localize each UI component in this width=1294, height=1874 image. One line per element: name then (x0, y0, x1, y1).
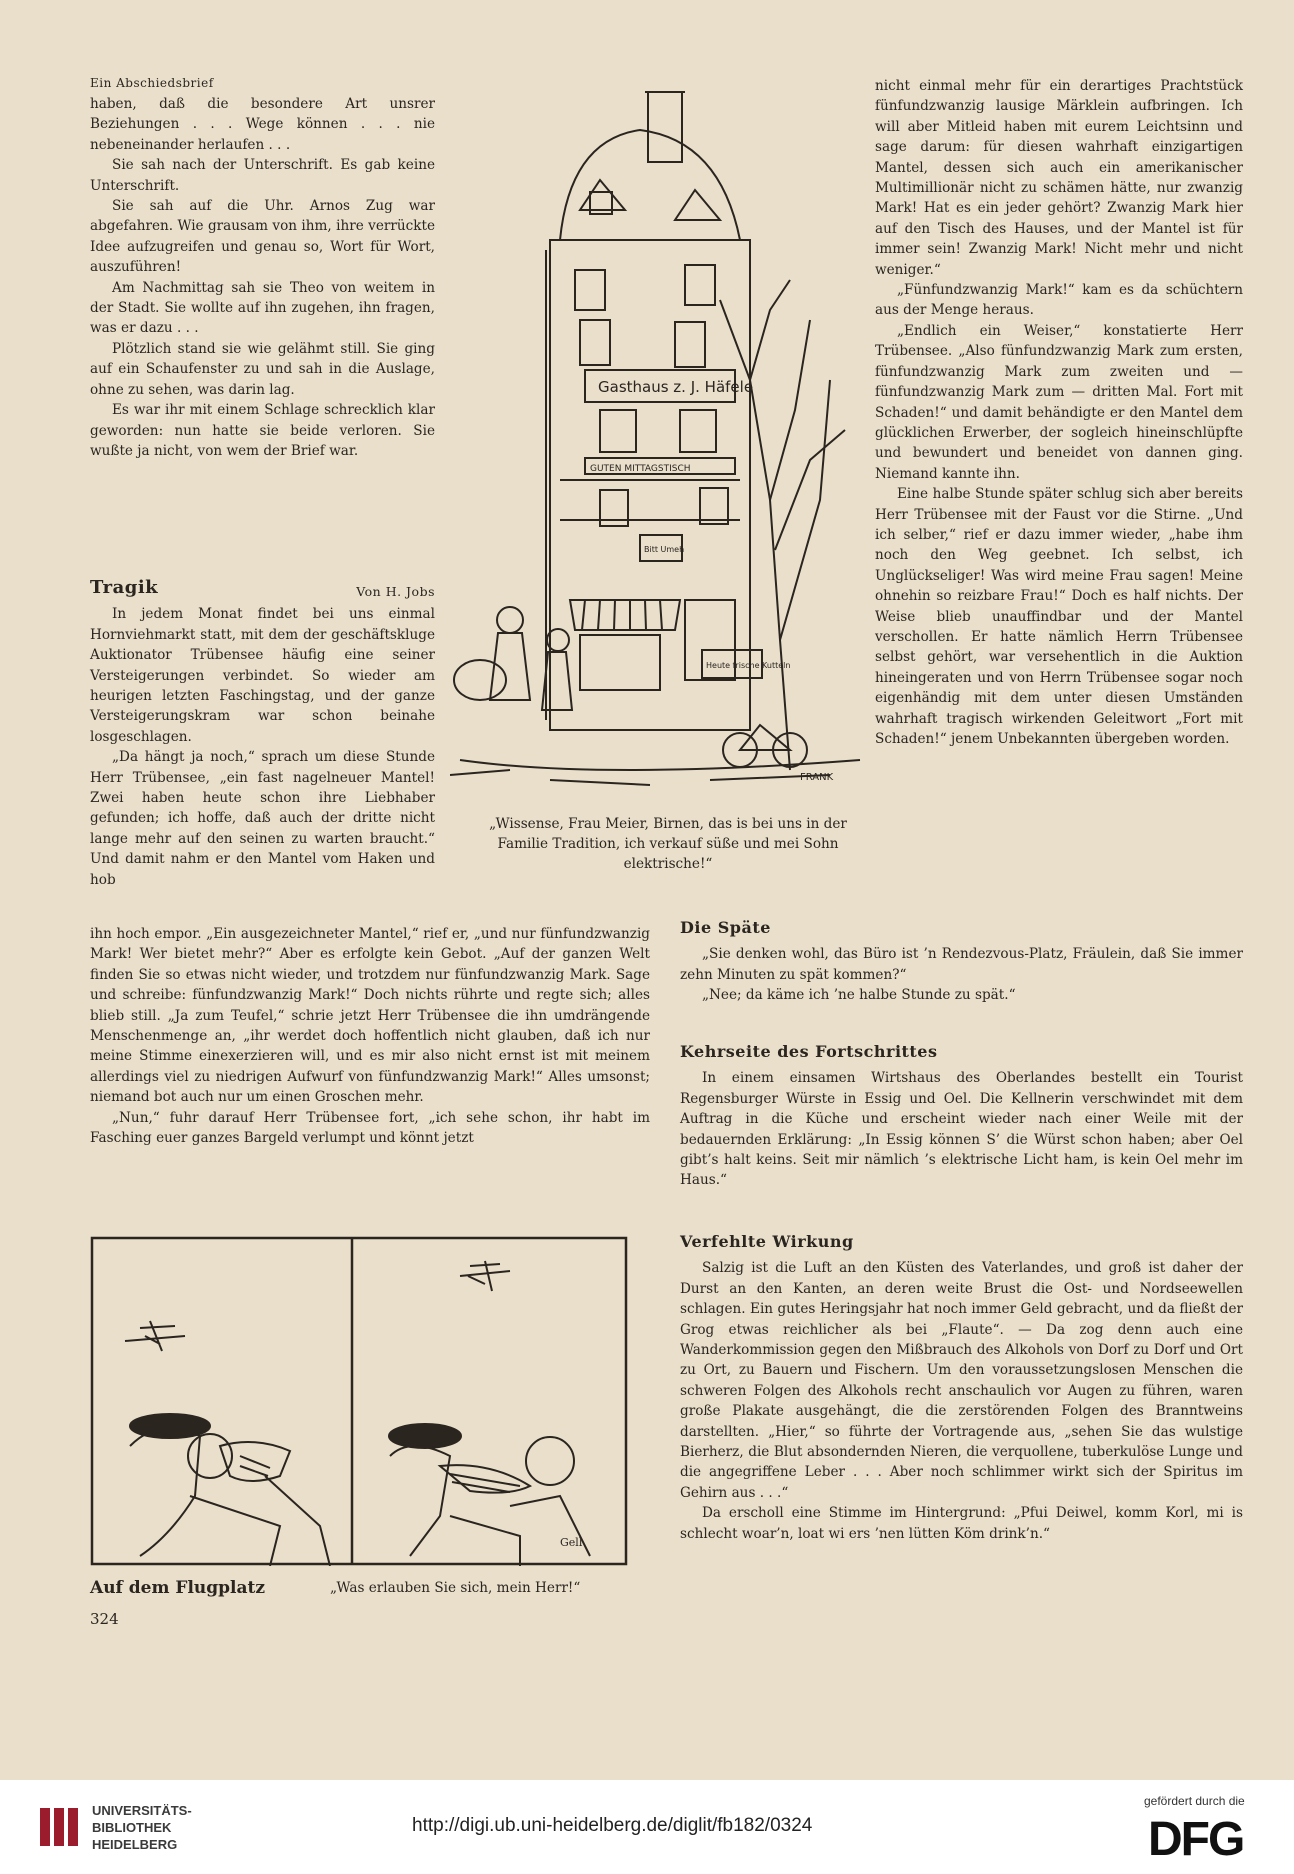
tragik-byline: Von H. Jobs (356, 584, 435, 599)
illustrator-signature: FRANK (800, 772, 834, 783)
article-title: Kehrseite des Fortschrittes (680, 1042, 938, 1061)
library-line-3: HEIDELBERG (92, 1837, 178, 1852)
paragraph: In jedem Monat findet bei uns einmal Hornviehmarkt statt, mit dem der geschäftskluge Auktionator Trübensee häufig eine seiner Versteigerungen verbindet. So wieder am heurigen letzten Faschingstag, und der ganze Versteigerungskram war schon beinahe losgeschlagen. (90, 606, 435, 745)
library-line-2: BIBLIOTHEK (92, 1820, 172, 1835)
house-sign-lunch: GUTEN MITTAGSTISCH (590, 464, 691, 474)
house-sign-door: Bitt Umeh (644, 545, 685, 554)
page-number: 324 (90, 1610, 119, 1628)
article-title (90, 578, 435, 598)
paragraph: Da erscholl eine Stimme im Hintergrund: „Pfui Deiwel, komm Korl, mi is schlecht woar’n, loat wi ers ’nen lütten Köm drink’n.“ (680, 1505, 1243, 1542)
house-caption: „Wissense, Frau Meier, Birnen, das is bei uns in der Familie Tradition, ich verkauf süße und mei Sohn elektrische!“ (489, 816, 847, 872)
funded-by-label: gefördert durch die (1144, 1794, 1245, 1808)
kehrseite-article (680, 1042, 1243, 1191)
article-title: Die Späte (680, 918, 771, 937)
tragik-article (90, 578, 435, 890)
digital-url-link[interactable]: http://digi.ub.uni-heidelberg.de/diglit/fb182/0324 (412, 1815, 813, 1836)
paragraph: „Nee; da käme ich ’ne halbe Stunde zu spät.“ (702, 987, 1016, 1004)
paragraph: „Nun,“ fuhr darauf Herr Trübensee fort, „ich sehe schon, ihr habt im Fasching euer ganzes Bargeld verlumpt und könnt jetzt (90, 1109, 650, 1147)
paragraph: „Da hängt ja noch,“ sprach um diese Stunde Herr Trübensee, „ein fast nagelneuer Mantel! Zwei haben heute schon ihre Liebhaber gefunden; ich hoffe, daß auch der dritte nicht lange mehr auf den seinen zu warten braucht.“ Und damit nahm er den Mantel vom Haken und hob (90, 749, 435, 888)
paragraph: ihn hoch empor. „Ein ausgezeichneter Mantel,“ rief er, „und nur fünfundzwanzig Mark! Wer bietet mehr?“ Aber es erfolgte kein Gebot. „Auf der ganzen Welt finden Sie so etwas nicht wieder, und trotzdem nur fünfundzwanzig Mark. Sage und schreibe: fünfundzwanzig Mark!“ Doch nichts rührte und regte sich; alles blieb still. „Ja zum Teufel,“ schrie jetzt Herr Trübensee die ihn umdrängende Menschenmenge an, „ihr werdet doch hoffentlich nicht glauben, daß ich nur meine Stimme einexerzieren will, und es mir also nicht ernst ist mit meinem allerdings viel zu niedrigen Aufwurf von fünfundzwanzig Mark!“ Alles umsonst; niemand bot auch nur um einen Groschen mehr. (90, 926, 650, 1106)
paragraph: In einem einsamen Wirtshaus des Oberlandes bestellt ein Tourist Regensburger Würste in Essig und Oel. Die Kellnerin verschwindet mit dem Auftrag in die Küche und erscheint wieder nach einer Weile mit der bedauernden Erklärung: „In Essig können S’ die Würst schon haben; aber Oel gibt’s halt keins. Seit mir nämlich ’s elektrische Licht ham, is kein Oel mehr im Haus.“ (680, 1070, 1243, 1189)
verfehlte-article (680, 1232, 1243, 1544)
die-spaete-article (680, 918, 1243, 1006)
left-column-story-end (90, 94, 435, 461)
paragraph: nicht einmal mehr für ein derartiges Prachtstück fünfundzwanzig lausige Märklein aufbringen. Ich will aber Mitleid haben mit eurem Leichtsinn und sage darum: für diesen wahrhaft einzigartigen Mantel, dessen sich auch ein amerikanischer Multimillionär nicht zu schämen hätte, nur zwanzig Mark! Hat es ein jeder gehört? Zwanzig Mark hier auf den Tisch des Hauses, und der Mantel ist für immer sein! Zwanzig Mark! Nicht mehr und nicht weniger.“ (875, 78, 1243, 278)
house-sign-kutteln: Heute frische Kutteln (706, 661, 791, 670)
library-name (92, 1802, 192, 1853)
comic-caption: „Was erlauben Sie sich, mein Herr!“ (330, 1580, 581, 1596)
paragraph: Salzig ist die Luft an den Küsten des Vaterlandes, und groß ist daher der Durst an den Kanten, an deren weite Brust die Ost- und Nordseewellen schlagen. Ein gutes Heringsjahr hat noch immer Geld gebracht, und da fließt der Grog etwas reichlicher als bei „Flaute“. — Da zog denn auch eine Wanderkommission gegen den Mißbrauch des Alkohols von Dorf zu Dorf und Ort zu Ort, zu Bauern und Fischern. Um den voraussetzungslosen Menschen die schweren Folgen des Alkohols recht anschaulich vor Augen zu führen, waren große Plakate ausgehängt, die die zerstörenden Folgen des Branntweins darstellten. „Hier,“ so führte der Vortragende aus, „sehen Sie das wulstige Bierherz, die Blut absondernden Nieren, die verquollene, tuberkulöse Lunge und die angegriffene Leber . . . Aber noch schlimmer wirkt sich der Spiritus im Gehirn aus . . .“ (680, 1260, 1243, 1501)
comic-strip (90, 1236, 628, 1566)
paragraph: Am Nachmittag sah sie Theo von weitem in der Stadt. Sie wollte auf ihn zugehen, ihn fragen, was er dazu . . . (90, 279, 435, 337)
paragraph: Sie sah nach der Unterschrift. Es gab keine Unterschrift. (90, 157, 435, 194)
house-sign-main: Gasthaus z. J. Häfele (598, 378, 754, 396)
running-head: Ein Abschiedsbrief (90, 76, 214, 90)
comic-signature: Gell (560, 1536, 583, 1549)
paragraph: Es war ihr mit einem Schlage schrecklich klar geworden: nun hatte sie beide verloren. Sie wußte ja nicht, von wem der Brief war. (90, 402, 435, 459)
right-column-tragik (875, 76, 1243, 749)
paragraph: haben, daß die besondere Art unsrer Beziehungen . . . Wege können . . . nie nebeneinander herlaufen . . . (90, 96, 435, 153)
paragraph: „Sie denken wohl, das Büro ist ’n Rendezvous-Platz, Fräulein, daß Sie immer zehn Minuten zu spät kommen?“ (680, 946, 1243, 983)
dfg-logo: DFG (1148, 1813, 1244, 1866)
paragraph: Sie sah auf die Uhr. Arnos Zug war abgefahren. Wie grausam von ihm, ihre verrückte Idee aufzugreifen und genau so, Wort für Wort, auszuführen! (90, 198, 435, 276)
tragik-title: Tragik (90, 577, 159, 598)
paragraph: „Endlich ein Weiser,“ konstatierte Herr Trübensee. „Also fünfundzwanzig Mark zum ersten, fünfundzwanzig Mark zum zweiten und — fünfundzwanzig Mark zum — dritten Mal. Fort mit Schaden!“ und damit behändigte er den Mantel dem glücklichen Erwerber, der sogleich hineinschlüpfte und bewundert und beneidet von dannen ging. Niemand kannte ihn. (875, 322, 1243, 482)
tragik-continuation (90, 924, 650, 1148)
library-line-1: UNIVERSITÄTS- (92, 1803, 192, 1818)
paragraph: Eine halbe Stunde später schlug sich aber bereits Herr Trübensee mit der Faust vor die Stirne. „Und ich selber,“ rief er dazu immer wieder, „habe ihm noch den Weg geebnet. Ich selbst, ich Unglückseliger! Was wird meine Frau sagen! Meine ohnehin so reizbare Frau!“ Doch es half nichts. Der Weise blieb unauffindbar und der Mantel verschollen. Er hatte nämlich Herrn Trübensee selbst gehört, war versehentlich in die Auktion hineingeraten und von Herrn Trübensee sogar noch eigenhändig mit dem unter diesen Umständen wahrhaft tragisch wirkenden Geleitwort „Fort mit Schaden!“ jenem Unbekannten übergeben worden. (875, 486, 1243, 747)
house-illustration (450, 80, 870, 790)
digitization-footer (0, 1780, 1294, 1874)
comic-title: Auf dem Flugplatz (90, 1578, 266, 1598)
university-library-logo-icon (36, 1804, 82, 1850)
paragraph: „Fünfundzwanzig Mark!“ kam es da schüchtern aus der Menge heraus. (875, 282, 1243, 319)
article-title: Verfehlte Wirkung (680, 1232, 854, 1251)
paragraph: Plötzlich stand sie wie gelähmt still. Sie ging auf ein Schaufenster zu und sah in die Auslage, ohne zu sehen, was darin lag. (90, 340, 435, 398)
